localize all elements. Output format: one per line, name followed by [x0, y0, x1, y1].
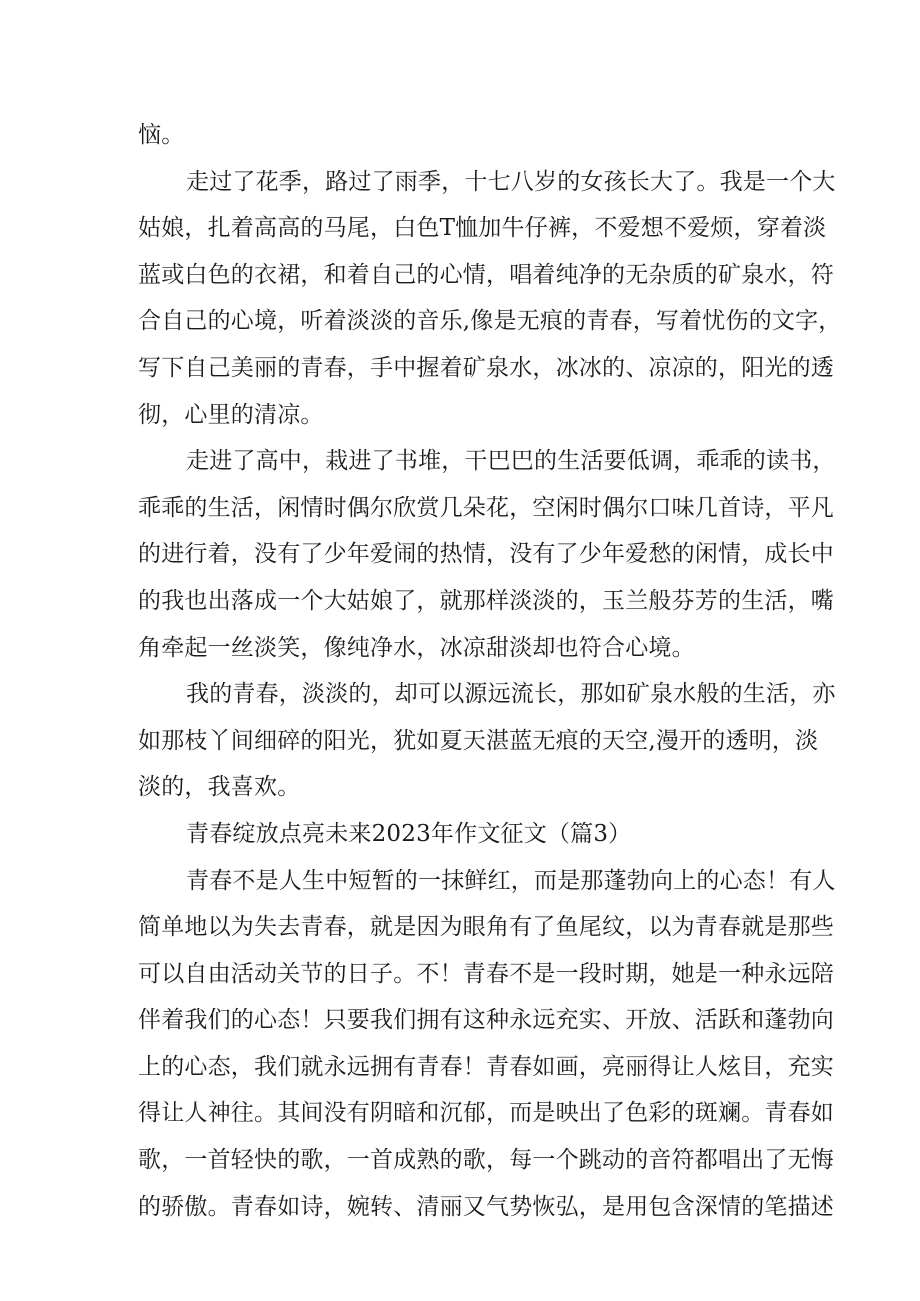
text-line: 彻，心里的清凉。 [138, 401, 324, 428]
text-line: 的骄傲。青春如诗，婉转、清丽又气势恢弘，是用包含深情的笔描述 [138, 1193, 834, 1220]
paragraph-first-line: 走进了高中，栽进了书堆，干巴巴的生活要低调，乖乖的读书， [186, 448, 836, 475]
text-line: 得让人神往。其间没有阴暗和沉郁，而是映出了色彩的斑斓。青春如 [138, 1100, 834, 1127]
text-line: 写下自己美丽的青春，手中握着矿泉水，冰冰的、凉凉的，阳光的透 [138, 354, 834, 381]
paragraph-first-line: 走过了花季，路过了雨季，十七八岁的女孩长大了。我是一个大 [186, 168, 836, 195]
document-page [138, 112, 842, 1230]
text-line: 的我也出落成一个大姑娘了，就那样淡淡的，玉兰般芬芳的生活，嘴 [138, 587, 834, 614]
text-line: 简单地以为失去青春，就是因为眼角有了鱼尾纹，以为青春就是那些 [138, 914, 834, 941]
text-line: 淡的，我喜欢。 [138, 774, 301, 801]
document-body [138, 112, 842, 1230]
text-line: 伴着我们的心态！只要我们拥有这种永远充实、开放、活跃和蓬勃向 [138, 1007, 834, 1034]
text-line: 上的心态，我们就永远拥有青春！青春如画，亮丽得让人炫目，充实 [138, 1053, 834, 1080]
paragraph-first-line: 我的青春，淡淡的，却可以源远流长，那如矿泉水般的生活，亦 [186, 681, 836, 708]
section-heading: 青春绽放点亮未来2023年作文征文（篇3） [186, 820, 632, 847]
text-line: 姑娘，扎着高高的马尾，白色T恤加牛仔裤，不爱想不爱烦，穿着淡 [138, 215, 827, 242]
text-line: 蓝或白色的衣裙，和着自己的心情，唱着纯净的无杂质的矿泉水，符 [138, 261, 834, 288]
text-line: 的进行着，没有了少年爱闹的热情，没有了少年爱愁的闲情，成长中 [138, 541, 834, 568]
text-line: 恼。 [138, 122, 185, 148]
text-line: 合自己的心境，听着淡淡的音乐,像是无痕的青春，写着忧伤的文字， [138, 308, 842, 335]
text-line: 乖乖的生活，闲情时偶尔欣赏几朵花，空闲时偶尔口味几首诗，平凡 [138, 494, 834, 521]
text-line: 如那枝丫间细碎的阳光，犹如夏天湛蓝无痕的天空,漫开的透明，淡 [138, 727, 819, 754]
text-line: 可以自由活动关节的日子。不！青春不是一段时期，她是一种永远陪 [138, 960, 834, 987]
paragraph-first-line: 青春不是人生中短暂的一抹鲜红，而是那蓬勃向上的心态！有人 [186, 867, 836, 894]
text-line: 角牵起一丝淡笑，像纯净水，冰凉甜淡却也符合心境。 [138, 634, 695, 661]
text-line: 歌，一首轻快的歌，一首成熟的歌，每一个跳动的音符都唱出了无悔 [138, 1147, 834, 1174]
